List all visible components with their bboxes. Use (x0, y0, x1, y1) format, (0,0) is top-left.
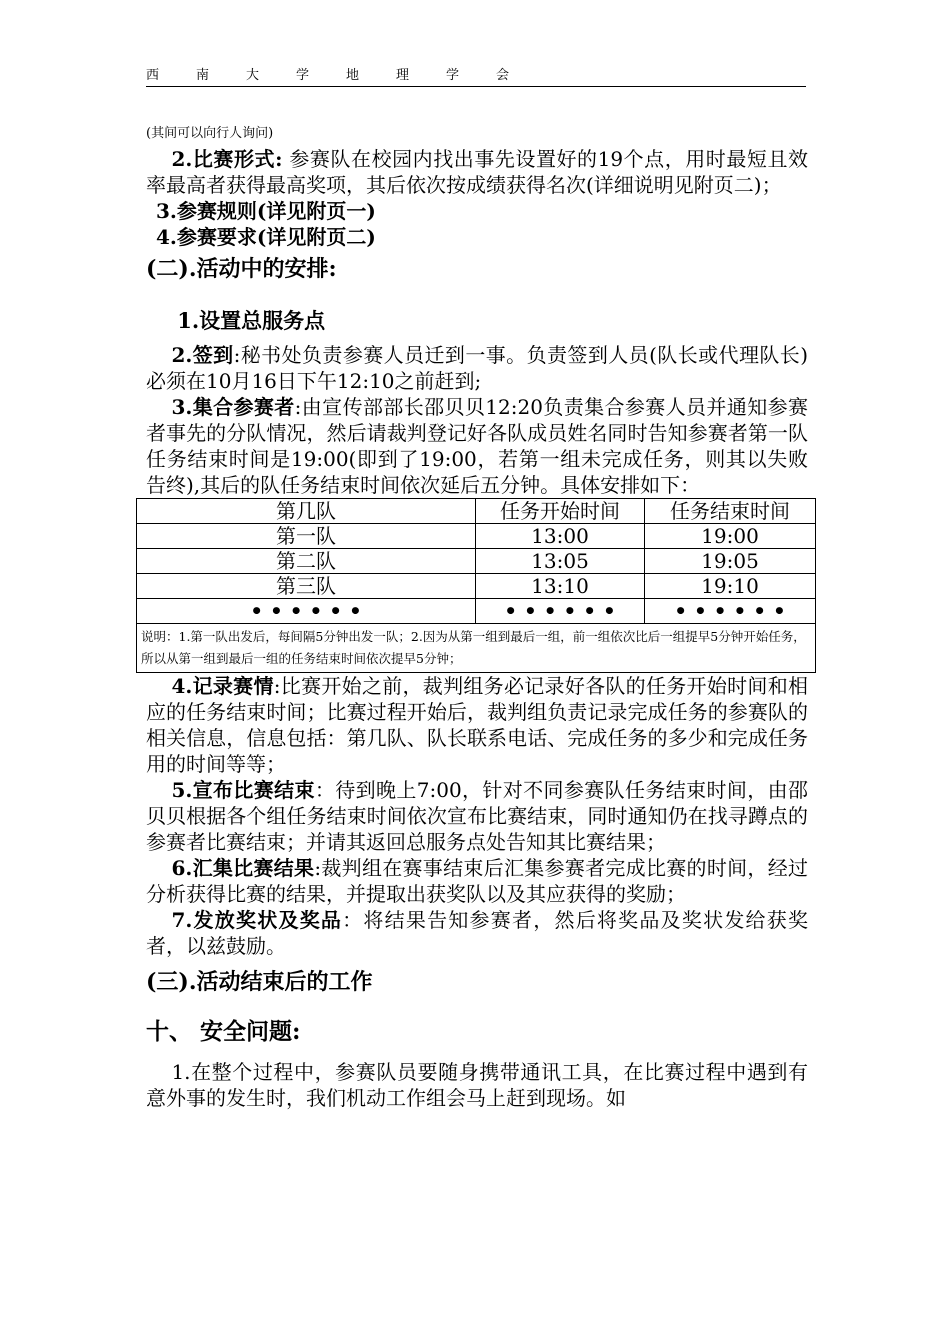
safety-paragraph: 1.在整个过程中，参赛队员要随身携带通讯工具，在比赛过程中遇到有意外事的发生时，我们机动工作组会马上赶到现场。如 (146, 1060, 808, 1110)
item-label: 3.集合参赛者 (171, 395, 295, 419)
item-text: 参赛队在校园内找出事先设置好的19个点，用时最短且效率最高者获得最高奖项，其后依次按成绩获得名次(详细说明见附页二)； (146, 147, 808, 197)
header-char: 会 (496, 68, 510, 83)
table-header-cell: 任务开始时间 (476, 499, 645, 524)
table-cell: 第二队 (137, 549, 476, 574)
table-row (137, 574, 816, 599)
table-cell: • • • • • • (645, 599, 816, 624)
item-service-point: 1.设置总服务点 (177, 308, 326, 333)
table-header-cell: 第几队 (137, 499, 476, 524)
item-label: 2.签到 (171, 343, 234, 367)
section10-title: 十、 安全问题: (146, 1018, 301, 1045)
table-header-cell: 任务结束时间 (645, 499, 816, 524)
table-cell: 13:05 (476, 549, 645, 574)
item-label: 4.记录赛情 (171, 674, 274, 698)
item-label: 5.宣布比赛结束 (171, 778, 315, 802)
table-cell: • • • • • • (137, 599, 476, 624)
document-body (141, 122, 809, 1111)
header-char: 地 (346, 68, 360, 83)
table-note-row (137, 624, 816, 673)
header-char: 南 (196, 68, 210, 83)
table-row (137, 524, 816, 549)
item-text: :比赛开始之前，裁判组务必记录好各队的任务开始时间和相应的任务结束时间；比赛过程开始后，裁判组负责记录完成任务的参赛队的相关信息，信息包括：第几队、队长联系电话、完成任务的多少和完成任务用的时间等等； (146, 674, 808, 776)
item-record (146, 673, 808, 777)
item-signin (146, 342, 808, 394)
item-text: ：将结果告知参赛者，然后将奖品及奖状发给获奖者，以兹鼓励。 (146, 908, 809, 958)
item-announce (146, 777, 808, 855)
header-char: 学 (446, 68, 460, 83)
table-cell: 第一队 (137, 524, 476, 549)
item-rules: 3.参赛规则(详见附页一) (156, 199, 376, 223)
item-label: 7.发放奖状及奖品 (171, 908, 343, 932)
section3-title: (三).活动结束后的工作 (146, 969, 373, 995)
table-header-row (137, 499, 816, 524)
table-row (137, 549, 816, 574)
table-cell: 19:00 (645, 524, 816, 549)
header-char: 西 (146, 68, 160, 83)
table-note: 说明：1.第一队出发后，每间隔5分钟出发一队；2.因为从第一组到最后一组，前一组依次比后一组提早5分钟开始任务，所以从第一组到最后一组的任务结束时间依次提早5分钟； (137, 624, 816, 673)
item-requirements: 4.参赛要求(详见附页二) (156, 225, 376, 249)
schedule-table (136, 498, 816, 673)
section2-title: (二).活动中的安排: (146, 256, 337, 282)
item-sep: : (275, 147, 283, 171)
item-text: :秘书处负责参赛人员迁到一事。负责签到人员(队长或代理队长)必须在10月16日下午12:10之前赶到; (146, 343, 809, 393)
item-text: ：待到晚上7:00，针对不同参赛队任务结束时间，由邵贝贝根据各个组任务结束时间依次宣布比赛结束，同时通知仍在找寻蹲点的参赛者比赛结束；并请其返回总服务点处告知其比赛结果； (146, 778, 808, 854)
item-label: 2.比赛形式 (171, 147, 276, 171)
item-text: :由宣传部部长邵贝贝12:20负责集合参赛人员并通知参赛者事先的分队情况，然后请裁判登记好各队成员姓名同时告知参赛者第一队任务结束时间是19:00(即到了19:00，若第一组未完成任务，则其以失败告终),其后的队任务结束时间依次延后五分钟。具体安排如下： (146, 395, 808, 497)
intro-note: (其间可以向行人询问) (146, 126, 274, 141)
table-cell: 13:00 (476, 524, 645, 549)
table-cell: 第三队 (137, 574, 476, 599)
item-awards (146, 907, 808, 959)
header-char: 大 (246, 68, 260, 83)
table-cell: 19:05 (645, 549, 816, 574)
item-label: 6.汇集比赛结果 (171, 856, 315, 880)
table-cell: 13:10 (476, 574, 645, 599)
item-text: :裁判组在赛事结束后汇集参赛者完成比赛的时间，经过分析获得比赛的结果，并提取出获奖队以及其应获得的奖励； (146, 856, 808, 906)
table-cell: • • • • • • (476, 599, 645, 624)
table-cell: 19:10 (645, 574, 816, 599)
header-char: 学 (296, 68, 310, 83)
item-format (146, 146, 808, 198)
header-char: 理 (396, 68, 410, 83)
table-row (137, 599, 816, 624)
page-header (146, 62, 806, 87)
item-collect (146, 855, 808, 907)
item-gather (146, 394, 808, 498)
